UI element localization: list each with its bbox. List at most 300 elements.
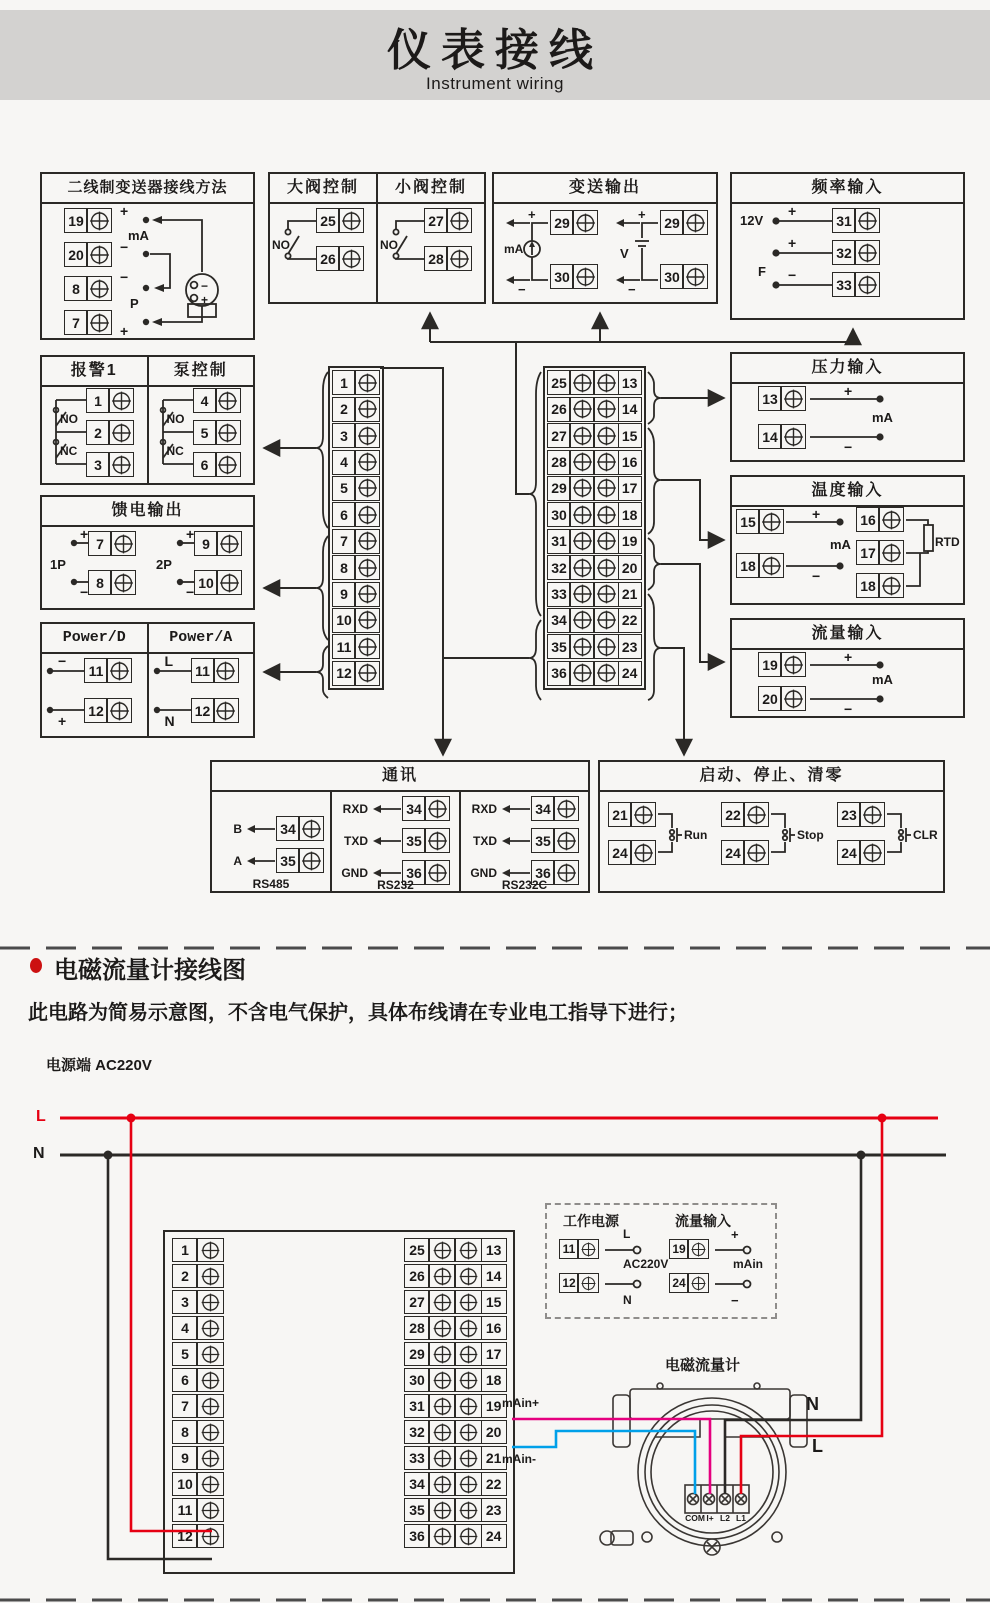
terminal-cell [608,840,656,865]
terminal-row-9 [332,582,380,607]
screw-terminal-icon [878,540,904,565]
screw-terminal-icon [682,264,708,289]
terminal-number: 23 [618,634,642,659]
screw-terminal-icon [553,796,579,821]
terminal-row-2 [332,397,380,422]
terminal-number: 31 [547,529,571,554]
screw-terminal-icon [553,828,579,853]
terminal-number: 11 [332,634,356,659]
terminal-number: 16 [618,450,642,475]
terminal-number: 5 [172,1342,198,1366]
screw-terminal-icon [428,1238,456,1262]
signal-label: TXD [344,834,368,848]
sign: N [164,713,175,729]
terminal-number: 20 [758,686,782,711]
sign: + [812,506,821,522]
box-title: 启动、停止、清零 [600,762,943,792]
legend-box [545,1203,777,1319]
screw-terminal-icon [196,1264,224,1288]
l-line-label: L [36,1108,46,1125]
box-temperature-input [730,475,965,605]
box-pressure-input [730,352,965,462]
terminal-number: 14 [758,424,782,449]
terminal-number: 36 [547,661,571,686]
screw-terminal-icon [428,1420,456,1444]
screw-terminal-icon [593,661,619,686]
sign: + [844,383,853,399]
terminal-cell [316,246,364,271]
screw-terminal-icon [593,555,619,580]
title-banner [0,10,990,100]
screw-terminal-icon [572,210,598,235]
screw-terminal-icon [196,1498,224,1522]
signal-label: RXD [471,802,497,816]
screw-terminal-icon [196,1446,224,1470]
arrow-left-icon [371,803,401,815]
terminal-cell [832,272,880,297]
arrow-to-flow [661,564,723,662]
terminal-row-8 [172,1420,224,1444]
screw-terminal-icon [569,370,595,395]
terminal-number: 27 [424,208,448,233]
screw-terminal-icon [298,816,324,841]
no-label: NO [166,412,185,426]
screw-terminal-icon [196,1368,224,1392]
terminal-row-12 [172,1524,224,1548]
screw-terminal-icon [428,1368,456,1392]
terminal-number: 14 [481,1264,507,1288]
arrow-to-comm [380,368,443,754]
box-title: 频率输入 [732,174,963,204]
terminal-number: 25 [547,370,571,395]
signal-label: B [233,822,242,836]
box-title: 泵控制 [149,357,254,387]
terminal-cell [424,246,472,271]
terminal-cell [84,658,132,683]
arrow-to-temp [661,480,723,540]
terminal-cell [193,388,241,413]
terminal-number: 26 [404,1264,430,1288]
box-valve-control [268,172,486,304]
screw-terminal-icon [569,529,595,554]
screw-terminal-icon [687,1273,709,1293]
terminal-number: 33 [404,1446,430,1470]
terminal-number: 3 [86,452,110,477]
s2-terminal-strip-right [402,1235,509,1551]
terminal-number: 19 [669,1239,689,1259]
terminal-number: 34 [531,796,555,821]
screw-terminal-icon [593,397,619,422]
terminal-cell [837,802,885,827]
sign: − [186,584,195,600]
signal-label: TXD [473,834,497,848]
transmitter-minus: − [201,279,209,293]
sign: − [518,282,526,297]
screw-terminal-icon [569,661,595,686]
terminal-number: 19 [64,208,88,233]
screw-terminal-icon [743,802,769,827]
terminal-number: 23 [481,1498,507,1522]
terminal-number: 33 [832,272,856,297]
unit-label: V [620,246,629,261]
terminal-number: 8 [64,276,88,301]
terminal-cell [559,1239,599,1259]
sign: + [186,526,195,542]
terminal-number: 33 [547,582,571,607]
wire-open-terminal [605,1243,645,1257]
terminal-row-31-19 [404,1394,507,1418]
sign: − [844,701,853,717]
terminal-number: 28 [424,246,448,271]
screw-terminal-icon [854,208,880,233]
terminal-number: 29 [547,476,571,501]
power-terminal-label: 电源端 AC220V [46,1057,152,1074]
screw-terminal-icon [454,1498,482,1522]
screw-terminal-icon [454,1290,482,1314]
screw-terminal-icon [106,698,132,723]
signal-label: A [233,854,242,868]
arrow-left-icon [500,803,530,815]
terminal-number: 28 [547,450,571,475]
terminal-number: 25 [316,208,340,233]
terminal-number: 35 [404,1498,430,1522]
terminal-number: 24 [721,840,745,865]
screw-terminal-icon [424,796,450,821]
terminal-number: 25 [404,1238,430,1262]
terminal-cell [856,507,904,532]
screw-terminal-icon [196,1472,224,1496]
screw-terminal-icon [593,423,619,448]
terminal-row-5 [332,476,380,501]
screw-terminal-icon [428,1446,456,1470]
terminal-number: 9 [332,582,356,607]
terminal-number: 34 [276,816,300,841]
terminal-number: 4 [172,1316,198,1340]
screw-terminal-icon [354,397,380,422]
terminal-cell [608,802,656,827]
screw-terminal-icon [196,1290,224,1314]
terminal-number: 15 [736,509,760,534]
screw-terminal-icon [593,370,619,395]
unit-label: mA [872,672,893,687]
terminal-row-28-16 [547,450,642,475]
transmitter-wiring-graphic [42,204,253,338]
terminal-number: 26 [547,397,571,422]
terminal-number: 35 [547,634,571,659]
terminal-number: 4 [332,450,356,475]
terminal-number: 20 [618,555,642,580]
screw-terminal-icon [687,1239,709,1259]
legend-unit: mAin [733,1257,763,1271]
terminal-row-25-13 [547,370,642,395]
flowmeter-terminal-l2: L2 [720,1513,730,1523]
terminal-row-33-21 [404,1446,507,1470]
sign: − [788,267,797,283]
box-title: 通讯 [212,762,588,792]
no-label: NO [380,238,398,252]
terminal-number: 29 [660,210,684,235]
screw-terminal-icon [593,529,619,554]
relay-contact-icon [378,204,424,301]
screw-terminal-icon [354,423,380,448]
legend-flow-title: 流量输入 [675,1213,731,1229]
terminal-number: 7 [332,529,356,554]
arrow-left-icon [500,835,530,847]
terminal-row-25-13 [404,1238,507,1262]
unit-label: mA [504,242,524,256]
screw-terminal-icon [354,608,380,633]
rs232-section [330,792,459,891]
terminal-number: 24 [481,1524,507,1548]
terminal-cell [191,698,239,723]
power-d-column [42,624,147,736]
terminal-number: 10 [194,570,218,595]
screw-terminal-icon [454,1238,482,1262]
terminal-number: 23 [837,802,861,827]
terminal-number: 35 [276,848,300,873]
box-title: Power/D [42,624,147,654]
terminal-number: 34 [404,1472,430,1496]
no-label: NO [272,238,290,252]
screw-terminal-icon [338,208,364,233]
box-title: 馈电输出 [42,497,253,527]
section2-heading: 电磁流量计接线图 [54,957,246,984]
box-title: 变送输出 [494,174,716,204]
sign: + [528,208,536,222]
flowmeter-terminal-iplus: I+ [706,1513,714,1523]
terminal-number: 30 [547,502,571,527]
nc-label: NC [60,444,78,458]
sign: + [80,526,89,542]
sign: − [120,239,129,255]
terminal-row-1 [332,370,380,395]
box-flow-input [730,618,965,718]
screw-terminal-icon [569,582,595,607]
screw-terminal-icon [454,1316,482,1340]
terminal-number: 34 [547,608,571,633]
section2-note: 此电路为简易示意图，不含电气保护，具体布线请在专业电工指导下进行； [28,1002,688,1024]
terminal-row-1 [172,1238,224,1262]
terminal-cell [832,240,880,265]
terminal-row-35-23 [404,1498,507,1522]
terminal-number: 28 [404,1316,430,1340]
terminal-row-4 [332,450,380,475]
terminal-cell [669,1273,709,1293]
rs232c-section [459,792,588,891]
screw-terminal-icon [454,1394,482,1418]
terminal-number: 35 [531,828,555,853]
terminal-cell [550,264,598,289]
terminal-number: 27 [404,1290,430,1314]
terminal-number: 13 [618,370,642,395]
terminal-number: 24 [618,661,642,686]
screw-terminal-icon [428,1472,456,1496]
screw-terminal-icon [110,570,136,595]
s2-terminal-strip-left [170,1235,226,1551]
rtd-label: RTD [935,535,960,549]
screw-terminal-icon [569,450,595,475]
terminal-number: 15 [481,1290,507,1314]
terminal-number: 3 [172,1290,198,1314]
action-label: CLR [913,828,938,842]
12v-label: 12V [740,213,764,228]
screw-terminal-icon [569,476,595,501]
terminal-number: 34 [402,796,426,821]
terminal-number: 17 [856,540,880,565]
screw-terminal-icon [454,1342,482,1366]
main-plus-label: mAin+ [502,1396,540,1410]
flowmeter-title: 电磁流量计 [664,1357,740,1374]
screw-terminal-icon [577,1239,599,1259]
pump-column [147,357,254,483]
terminal-cell [721,802,769,827]
terminal-number: 18 [481,1368,507,1392]
arrow-left-icon [371,835,401,847]
terminal-number: 29 [550,210,574,235]
terminal-number: 10 [172,1472,198,1496]
screw-terminal-icon [354,370,380,395]
electromagnetic-flowmeter-drawing [585,1375,820,1575]
terminal-number: 19 [618,529,642,554]
screw-terminal-icon [593,450,619,475]
relay-no-nc-icon [42,387,86,482]
terminal-number: 8 [332,555,356,580]
legend-voltage: AC220V [623,1257,669,1271]
terminal-cell [316,208,364,233]
terminal-row-35-23 [547,634,642,659]
terminal-cell [88,570,136,595]
flowmeter-terminal-com: COM [685,1513,705,1523]
terminal-cell [832,208,880,233]
terminal-cell [88,531,136,556]
flowmeter-terminal-l1: L1 [736,1513,746,1523]
screw-terminal-icon [108,388,134,413]
terminal-row-30-18 [547,502,642,527]
small-valve-column [376,174,484,302]
screw-terminal-icon [569,397,595,422]
action-label: Run [684,828,708,842]
arrow-left-icon [245,855,275,867]
terminal-strip-right [543,366,646,690]
terminal-number: 13 [481,1238,507,1262]
screw-terminal-icon [428,1498,456,1522]
red-bullet-icon [30,958,42,973]
screw-terminal-icon [428,1342,456,1366]
box-transmit-output [492,172,718,304]
terminal-row-36-24 [404,1524,507,1548]
screw-terminal-icon [743,840,769,865]
button-contact-icon [887,802,913,864]
terminal-number: 17 [481,1342,507,1366]
terminal-number: 30 [550,264,574,289]
terminal-row-34-22 [547,608,642,633]
page-subtitle: Instrument wiring [426,74,564,93]
terminal-number: 18 [736,553,760,578]
unit-label: mA [830,537,851,552]
screw-terminal-icon [196,1238,224,1262]
relay-no-nc-icon [149,387,193,482]
screw-terminal-icon [854,272,880,297]
legend-l: L [623,1227,631,1241]
terminal-number: 36 [531,860,555,885]
terminal-row-3 [172,1290,224,1314]
screw-terminal-icon [454,1446,482,1470]
terminal-number: 16 [856,507,880,532]
screw-terminal-icon [454,1264,482,1288]
screw-terminal-icon [446,246,472,271]
button-contact-icon [658,802,684,864]
screw-terminal-icon [108,420,134,445]
group-label: 2P [156,557,172,572]
screw-terminal-icon [454,1368,482,1392]
screw-terminal-icon [454,1524,482,1548]
screw-terminal-icon [196,1524,224,1548]
action-label: Stop [797,828,824,842]
terminal-number: 11 [559,1239,579,1259]
main-minus-label: mAin- [502,1452,536,1466]
box-title: 小阀控制 [378,174,484,204]
screw-terminal-icon [593,608,619,633]
terminal-row-32-20 [547,555,642,580]
terminal-number: 22 [618,608,642,633]
sign: + [58,713,67,729]
screw-terminal-icon [354,582,380,607]
screw-terminal-icon [630,840,656,865]
terminal-cell [276,816,324,841]
screw-terminal-icon [298,848,324,873]
terminal-row-34-22 [404,1472,507,1496]
flowmeter-l-label: L [812,1436,823,1456]
screw-terminal-icon [854,240,880,265]
terminal-number: 6 [332,502,356,527]
terminal-cell [276,848,324,873]
terminal-row-29-17 [404,1342,507,1366]
terminal-row-27-15 [547,423,642,448]
screw-terminal-icon [428,1316,456,1340]
temp-wiring [732,507,963,603]
screw-terminal-icon [569,634,595,659]
screw-terminal-icon [354,555,380,580]
terminal-row-8 [332,555,380,580]
terminal-number: 18 [618,502,642,527]
screw-terminal-icon [196,1342,224,1366]
wire-open-terminal [715,1277,755,1291]
nc-label: NC [166,444,184,458]
screw-terminal-icon [572,264,598,289]
sign: + [120,323,129,339]
legend-power-title: 工作电源 [563,1213,619,1229]
sign: + [788,203,797,219]
alarm1-column [42,357,147,483]
screw-terminal-icon [338,246,364,271]
no-label: NO [60,412,78,426]
terminal-cell [669,1239,709,1259]
legend-minus: − [731,1293,739,1308]
screw-terminal-icon [454,1420,482,1444]
box-two-wire-transmitter [40,172,255,340]
box-alarm-pump [40,355,255,485]
terminal-number: 21 [618,582,642,607]
terminal-row-31-19 [547,529,642,554]
terminal-number: 9 [194,531,218,556]
terminal-number: 1 [172,1238,198,1262]
terminal-number: 12 [191,698,215,723]
signal-label: GND [470,866,497,880]
terminal-row-11 [332,634,380,659]
terminal-cell [86,420,134,445]
terminal-number: 6 [172,1368,198,1392]
screw-terminal-icon [878,573,904,598]
